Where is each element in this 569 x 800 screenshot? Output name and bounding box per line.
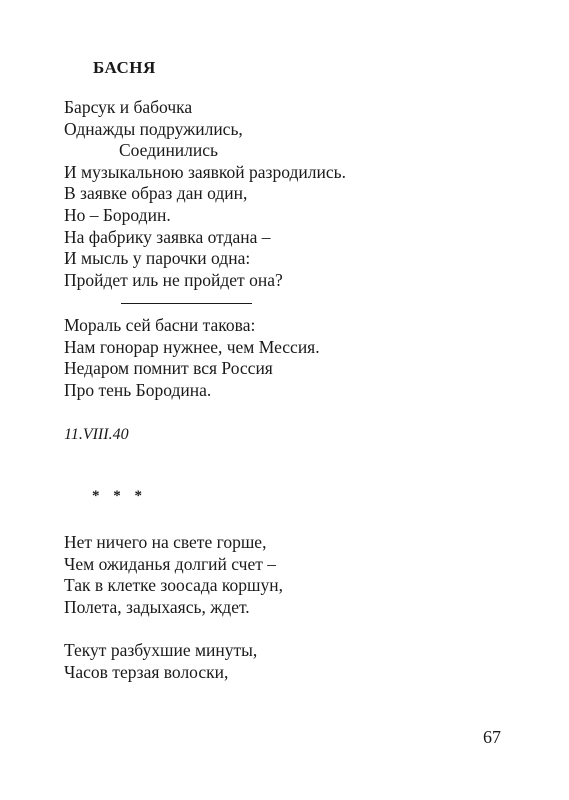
poem-line: Часов терзая волоски, xyxy=(64,661,229,682)
poem-line: Однажды подружились, xyxy=(64,118,243,139)
poem-line: Пройдет иль не пройдет она? xyxy=(64,269,283,290)
poem-line: На фабрику заявка отдана – xyxy=(64,226,271,247)
poem-date: 11.VIII.40 xyxy=(64,426,129,443)
poem-line: Так в клетке зоосада коршун, xyxy=(64,575,284,596)
page-number: 67 xyxy=(483,727,501,747)
poem-line: Мораль сей басни такова: xyxy=(64,315,256,335)
poem2-stanza-1 xyxy=(64,532,283,618)
fable-stanza-1 xyxy=(64,97,346,291)
untitled-poem-heading: * * * xyxy=(92,488,147,504)
poem-line: Барсук и бабочка xyxy=(64,97,193,117)
fable-moral xyxy=(64,315,320,401)
poem-line: Полета, задыхаясь, ждет. xyxy=(64,596,250,617)
poem-line: Недаром помнит вся Россия xyxy=(64,358,273,379)
fable-title: БАСНЯ xyxy=(93,58,156,77)
poem-line: Нам гонорар нужнее, чем Мессия. xyxy=(64,336,320,357)
poem-line: И музыкальною заявкой разродились. xyxy=(64,161,346,182)
poem-line: Соединились xyxy=(119,140,219,161)
poem-line: Но – Бородин. xyxy=(64,204,171,225)
poem-line: Нет ничего на свете горше, xyxy=(64,532,267,552)
poem-line: В заявке образ дан один, xyxy=(64,183,248,204)
poem-line: И мысль у парочки одна: xyxy=(64,248,251,269)
poem-line: Текут разбухшие минуты, xyxy=(64,640,258,660)
poem-line: Про тень Бородина. xyxy=(64,379,212,400)
section-divider xyxy=(121,303,252,304)
poem2-stanza-2 xyxy=(64,640,257,683)
poem-line: Чем ожиданья долгий счет – xyxy=(64,553,276,574)
